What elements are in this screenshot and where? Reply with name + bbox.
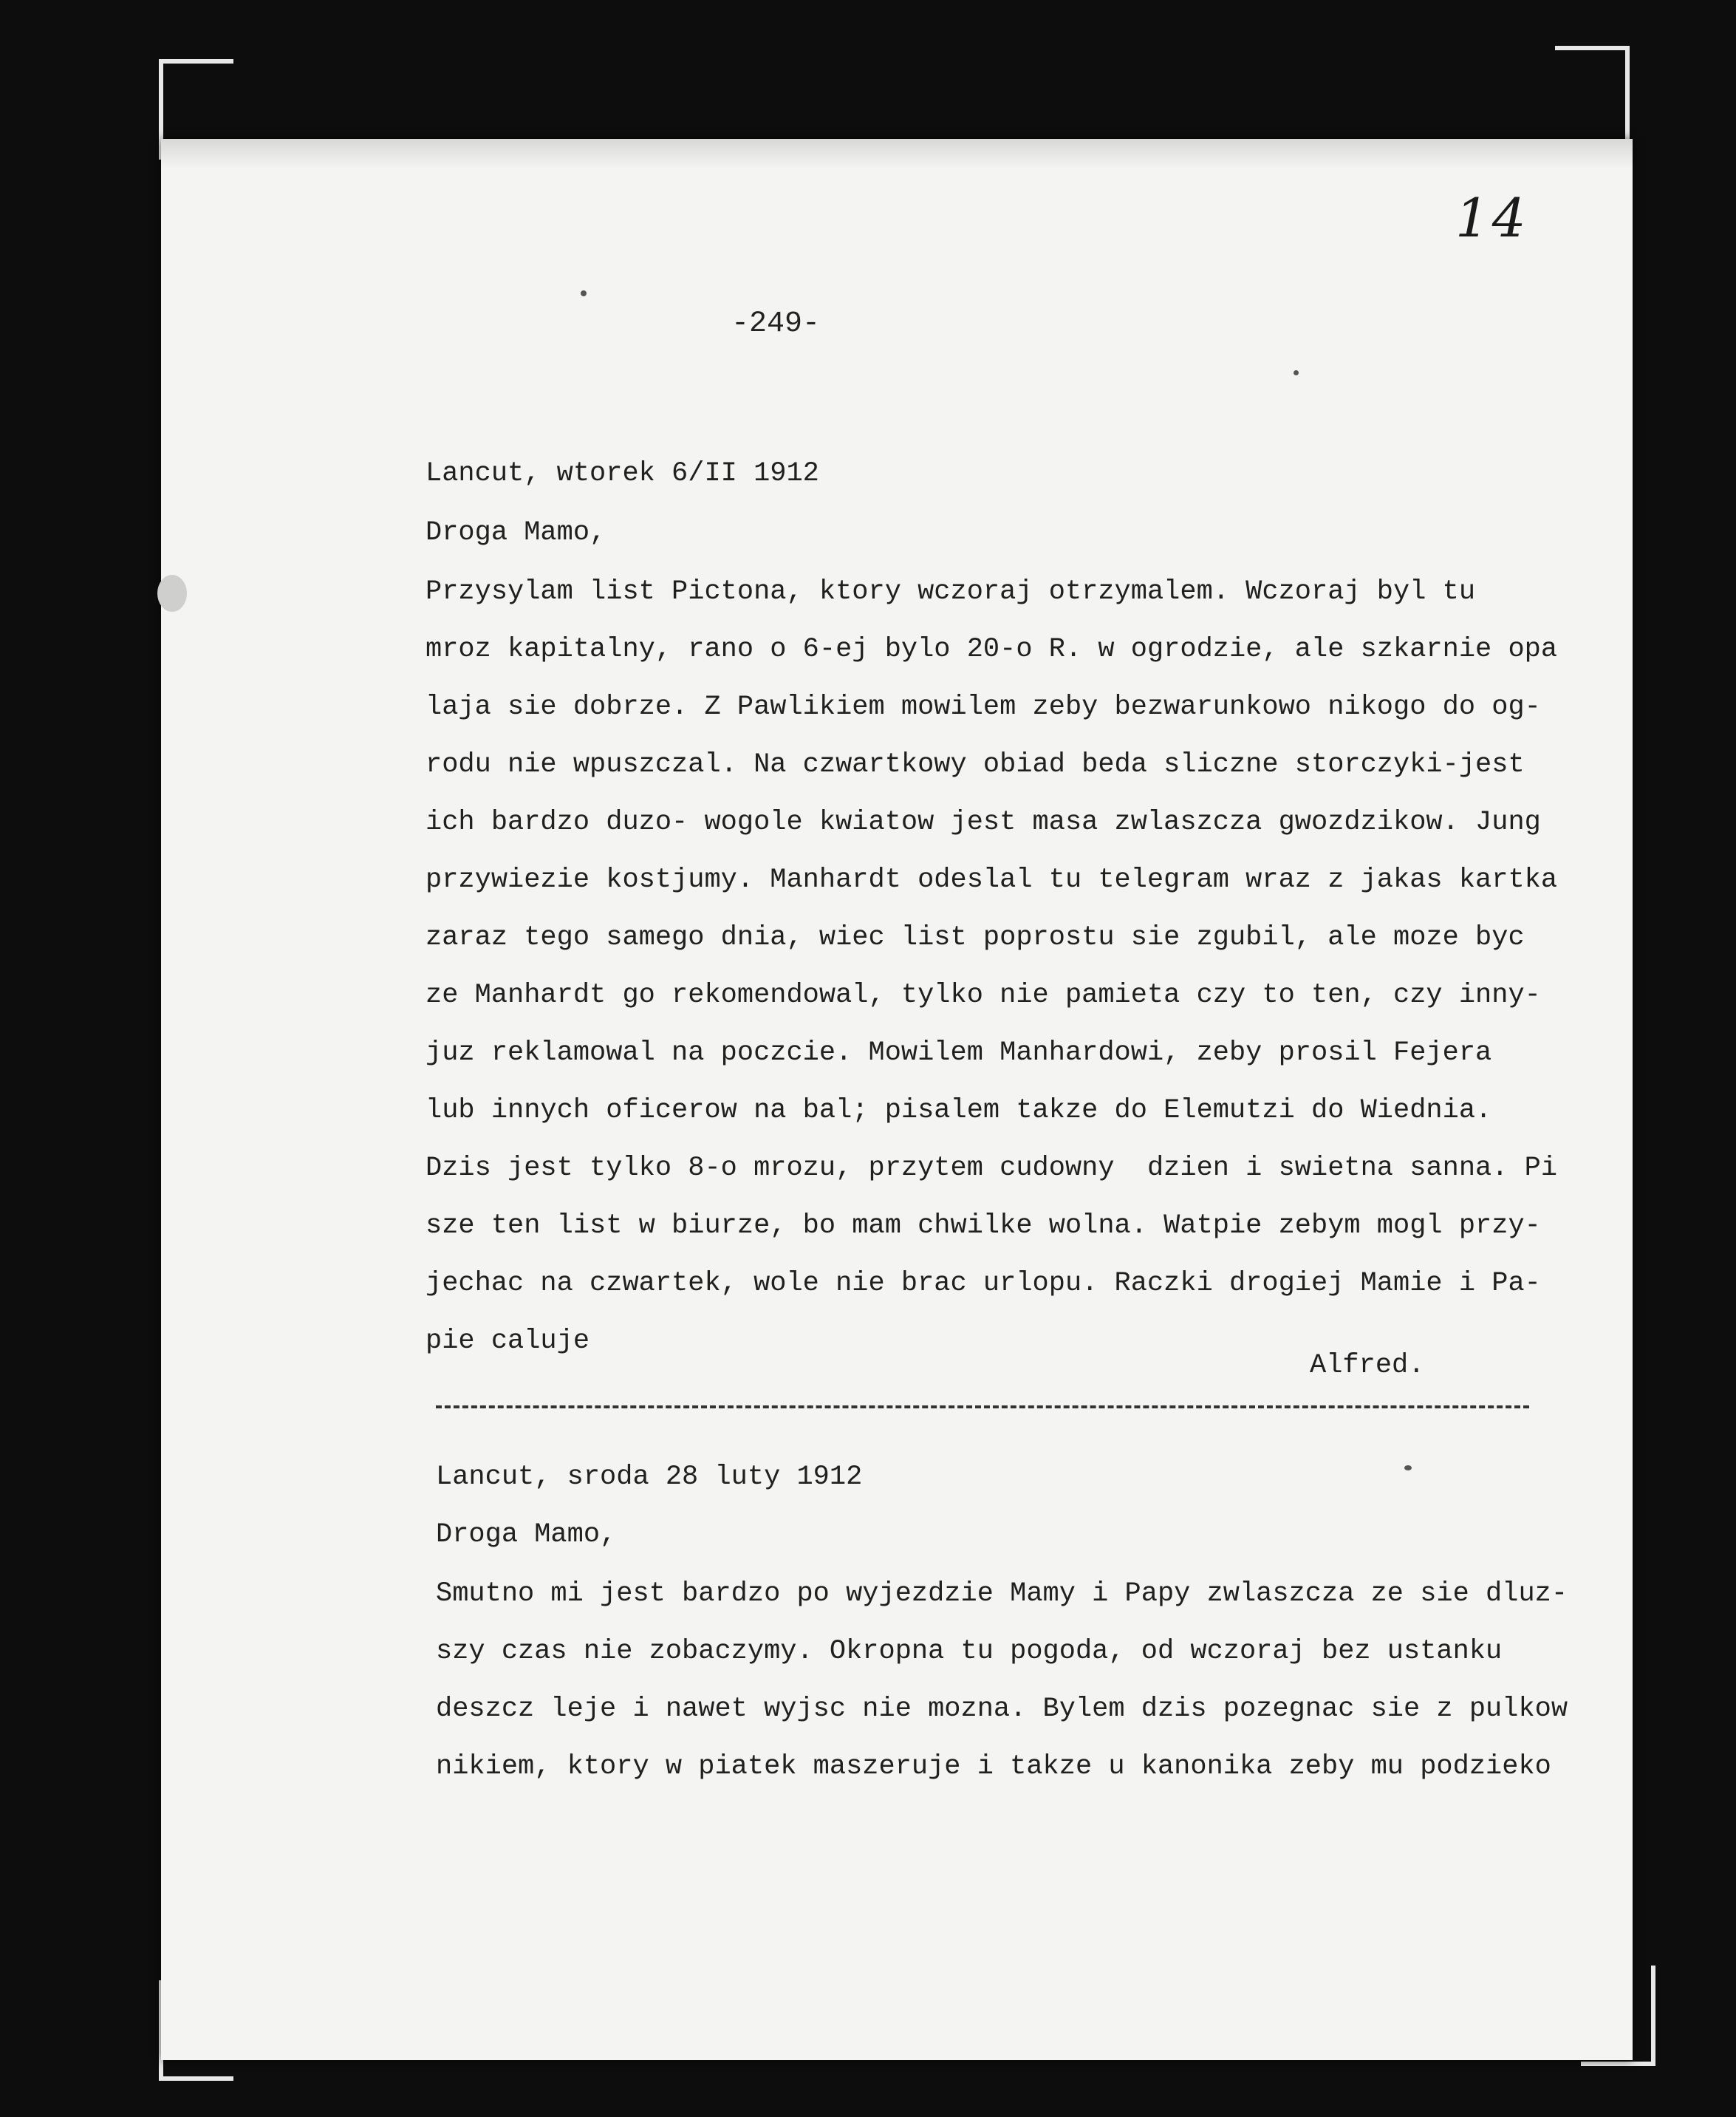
letter-line: rodu nie wpuszczal. Na czwartkowy obiad beda sliczne storczyki-jest <box>426 749 1525 780</box>
letter-line: deszcz leje i nawet wyjsc nie mozna. Bylem dzis pozegnac sie z pulkow <box>436 1694 1568 1725</box>
letter-line: lub innych oficerow na bal; pisalem takze do Elemutzi do Wiednia. <box>426 1095 1492 1126</box>
archive-number: 14 <box>1455 187 1529 249</box>
letter-line: Dzis jest tylko 8-o mrozu, przytem cudowny dzien i swietna sanna. Pi <box>426 1153 1558 1184</box>
letter-line: przywiezie kostjumy. Manhardt odeslal tu telegram wraz z jakas kartka <box>426 865 1558 896</box>
scan-speck <box>1404 1465 1412 1470</box>
letter-line: laja sie dobrze. Z Pawlikiem mowilem zeby bezwarunkowo nikogo do og- <box>426 692 1541 723</box>
letter-salutation: Droga Mamo, <box>436 1519 617 1550</box>
letter-line: Smutno mi jest bardzo po wyjezdzie Mamy i Papy zwlaszcza ze sie dluz- <box>436 1578 1568 1609</box>
letter-line: ze Manhardt go rekomendowal, tylko nie pamieta czy to ten, czy inny- <box>426 980 1541 1011</box>
letter-heading: Lancut, wtorek 6/II 1912 <box>426 458 819 489</box>
page-edge-shadow <box>161 139 1633 168</box>
frame-corner-top-right <box>1555 46 1630 146</box>
letter-line: juz reklamowal na poczcie. Mowilem Manhardowi, zeby prosil Fejera <box>426 1037 1492 1068</box>
letter-line: nikiem, ktory w piatek maszeruje i takze u kanonika zeby mu podzieko <box>436 1751 1551 1782</box>
letter-line: ich bardzo duzo- wogole kwiatow jest masa zwlaszcza gwozdzikow. Jung <box>426 807 1541 838</box>
letter-line: szy czas nie zobaczymy. Okropna tu pogoda, od wczoraj bez ustanku <box>436 1636 1503 1667</box>
letter-salutation: Droga Mamo, <box>426 517 606 548</box>
punch-hole <box>157 575 187 612</box>
scan-speck <box>1294 370 1299 375</box>
letter-line: sze ten list w biurze, bo mam chwilke wolna. Watpie zebym mogl przy- <box>426 1210 1541 1241</box>
letter-line: jechac na czwartek, wole nie brac urlopu. Raczki drogiej Mamie i Pa- <box>426 1268 1541 1299</box>
scan-speck <box>581 290 587 296</box>
typewritten-page <box>161 139 1633 2060</box>
letter-heading: Lancut, sroda 28 luty 1912 <box>436 1462 863 1493</box>
letter-line: Przysylam list Pictona, ktory wczoraj otrzymalem. Wczoraj byl tu <box>426 576 1476 607</box>
letter-divider <box>436 1405 1529 1408</box>
letter-line: pie caluje <box>426 1326 590 1357</box>
letter-signature: Alfred. <box>1310 1350 1425 1381</box>
letter-line: mroz kapitalny, rano o 6-ej bylo 20-o R. w ogrodzie, ale szkarnie opa <box>426 634 1558 665</box>
letter-line: zaraz tego samego dnia, wiec list poprostu sie zgubil, ale moze byc <box>426 922 1525 953</box>
page-number: -249- <box>731 307 821 341</box>
